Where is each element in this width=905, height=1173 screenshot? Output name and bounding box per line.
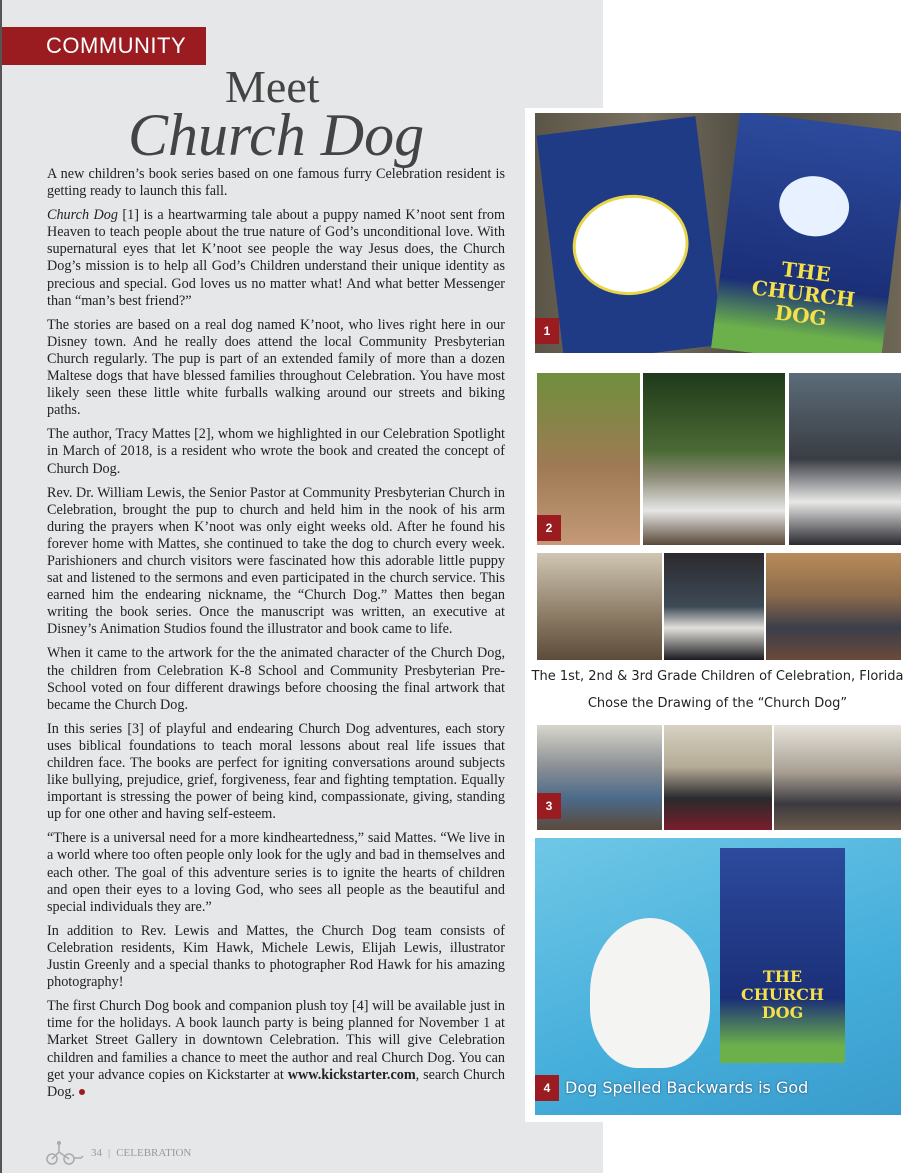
- paragraph: Rev. Dr. William Lewis, the Senior Pastor at Community Presbyterian Church in Celebration, brought the pup to church and held him in the nook of his arm during the prayers when K’noot was only eight weeks old. After he found his forever home with Mattes, she continued to take the dog to church every week. Parishioners and church visitors were fascinated how this adorable little puppy sat and listened to the sermons and even participated in the church service. This earned him the endearing nickname, the “Church Dog.” Mattes then began writing the book series. Once the manuscript was written, an executive at Disney’s Animation Studios found the illustrator and book came to life.: [47, 484, 505, 638]
- photo-badge-1: 1: [535, 318, 559, 344]
- photo-plush-toy-and-book: [535, 838, 901, 1115]
- book-back-cover: [537, 116, 724, 353]
- title-line-1: Meet: [225, 61, 320, 112]
- magazine-name: CELEBRATION: [116, 1147, 192, 1159]
- photo-book-covers: [535, 113, 901, 353]
- page-number: 34: [91, 1147, 102, 1159]
- paragraph-text: , search Church Dog.: [47, 1066, 505, 1100]
- paragraph: When it came to the artwork for the the animated character of the Church Dog, the children from Celebration K-8 School and Community Presbyterian Pre-School voted on four different drawings before choosing the final artwork that became the Church Dog.: [47, 645, 505, 713]
- plush-caption: Dog Spelled Backwards is God: [565, 1078, 809, 1097]
- article-body: [47, 166, 505, 1108]
- bicycle-logo-icon: [45, 1140, 85, 1166]
- photo-badge-2: 2: [537, 515, 561, 541]
- photo-teachers-with-drawing: [664, 725, 772, 830]
- photo-caption-line-2: Chose the Drawing of the “Church Dog”: [587, 696, 848, 711]
- paragraph: The stories are based on a real dog named K’noot, who lives right here in our Disney town. And he really does attend the local Community Presbyterian Church regularly. The pup is part of an extended family of more than a dozen Maltese dogs that have blessed families throughout Celebration. You have most likely seen these little white furballs walking around our streets and biking paths.: [47, 316, 505, 419]
- photo-classroom: [766, 553, 901, 660]
- kickstarter-link[interactable]: www.kickstarter.com: [287, 1066, 416, 1083]
- book-cover-title: THE CHURCH DOG: [741, 967, 824, 1022]
- title-line-2: Church Dog: [128, 102, 425, 168]
- photo-badge-4: 4: [535, 1075, 559, 1101]
- footer-separator: |: [108, 1147, 111, 1159]
- section-tag: COMMUNITY: [2, 27, 206, 65]
- book-cover: [720, 848, 845, 1063]
- end-mark-icon: [79, 1089, 85, 1095]
- plush-toy: [590, 918, 710, 1068]
- photo-class-raising-hands: [774, 725, 901, 830]
- photo-pastor-with-dog: [789, 373, 901, 545]
- photo-children-voting-1: [537, 553, 662, 660]
- book-front-cover: [711, 113, 901, 353]
- paragraph: In this series [3] of playful and endearing Church Dog adventures, each story uses biblical foundations to teach moral lessons about real life issues that children face. The books are perfect for igniting conversations around subjects like bullying, prejudice, grief, forgiveness, fear and fighting temptation. Equally important is stressing the power of being kind, compassionate, giving, standing up for one other and having self-esteem.: [47, 720, 505, 823]
- paragraph: In addition to Rev. Lewis and Mattes, the Church Dog team consists of Celebration residents, Kim Hawk, Michele Lewis, Elijah Lewis, illustrator Justin Greenly and a special thanks to photographer Rod Hawk for his amazing photography!: [47, 922, 505, 991]
- paragraph: [47, 998, 505, 1101]
- photo-caption-line-1: The 1st, 2nd & 3rd Grade Children of Celebration, Florida: [531, 669, 904, 684]
- paragraph: “There is a universal need for a more kindheartedness,” said Mattes. “We live in a world where too often people only look for the ugly and bad in themselves and each other. The goal of this adventure series is to ignite the hearts of children and open their eyes to a loving God, who sees all people as the beautiful and special individuals they are.”: [47, 830, 505, 915]
- paragraph: [47, 207, 505, 310]
- photo-boy-with-dog: [664, 553, 764, 660]
- paragraph: A new children’s book series based on one famous furry Celebration resident is getting ready to launch this fall.: [47, 166, 505, 200]
- paragraph-text: [1] is a heartwarming tale about a puppy named K’noot sent from Heaven to teach people about the true nature of God’s unconditional love. With supernatural eyes that let K’noot see people the way Jesus does, the Church Dog’s mission is to help all God’s Children understand their unique identity as precious and special. God loves us no matter what! And what better Messenger than “man’s best friend?”: [47, 207, 505, 309]
- book-title: Church Dog: [47, 207, 118, 224]
- footer: [45, 1140, 191, 1166]
- photo-dogs-on-path: [643, 373, 785, 545]
- paragraph-text: The first Church Dog book and companion plush toy [4] will be available just in time for the holidays. A book launch party is being planned for November 1 at Market Street Gallery in downtown Celebration. This will give Celebration children and families a chance to meet the author and real Church Dog. You can get your advance copies on Kickstarter at: [47, 998, 505, 1083]
- paragraph: The author, Tracy Mattes [2], whom we highlighted in our Celebration Spotlight in March of 2018, is a resident who wrote the book and created the concept of Church Dog.: [47, 426, 505, 477]
- photo-badge-3: 3: [537, 793, 561, 819]
- book-cover-title: THE CHURCH DOG: [750, 256, 857, 331]
